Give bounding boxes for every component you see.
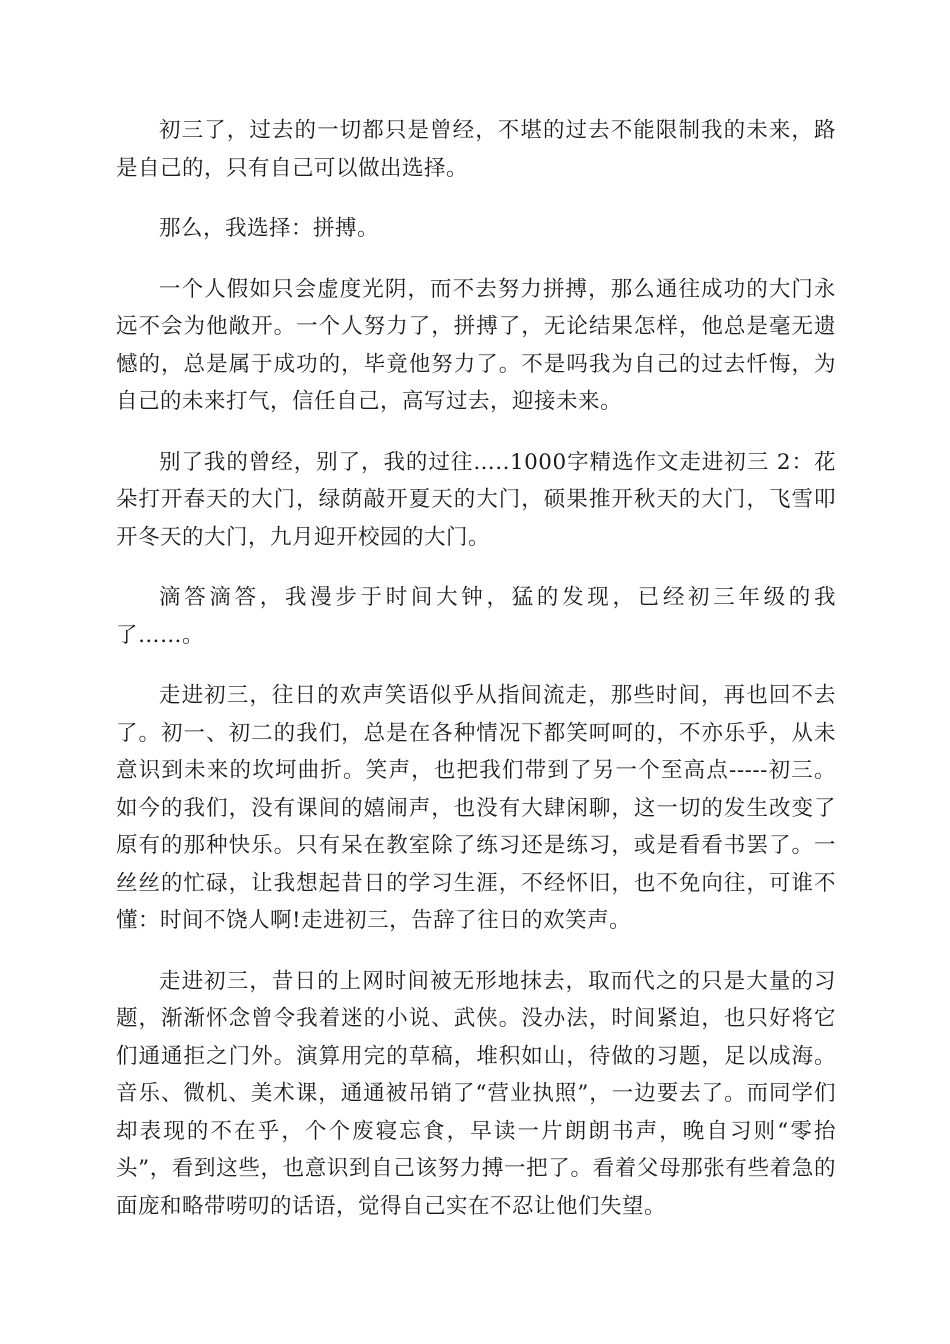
paragraph-2: 那么，我选择：拼搏。 — [159, 216, 380, 241]
paragraph-5: 滴答滴答，我漫步于时间大钟，猛的发现，已经初三年级的我了……。 — [116, 585, 836, 648]
paragraph-4: 别了我的曾经，别了，我的过往…..1000字精选作文走进初三 2：花朵打开春天的大门，绿荫敲开夏天的大门，硕果推开秋天的大门，飞雪叩开冬天的大门，九月迎开校园的大门。 — [116, 449, 836, 550]
essay-body — [116, 112, 836, 1248]
paragraph-3: 一个人假如只会虚度光阴，而不去努力拼搏，那么通往成功的大门永远不会为他敞开。一个人努力了，拼搏了，无论结果怎样，他总是毫无遗憾的，总是属于成功的，毕竟他努力了。不是吗我为自己的过去忏悔，为自己的未来打气，信任自己，高写过去，迎接未来。 — [116, 276, 836, 414]
paragraph-7: 走进初三，昔日的上网时间被无形地抹去，取而代之的只是大量的习题，渐渐怀念曾令我着迷的小说、武侠。没办法，时间紧迫，也只好将它们通通拒之门外。演算用完的草稿，堆积如山，待做的习题，足以成海。音乐、微机、美术课，通通被吊销了“营业执照”，一边要去了。而同学们却表现的不在乎，个个废寝忘食，早读一片朗朗书声，晚自习则“零抬头”，看到这些，也意识到自己该努力搏一把了。看着父母那张有些着急的面庞和略带唠叨的话语，觉得自己实在不忍让他们失望。 — [116, 968, 836, 1219]
paragraph-6: 走进初三，往日的欢声笑语似乎从指间流走，那些时间，再也回不去了。初一、初二的我们，总是在各种情况下都笑呵呵的，不亦乐乎，从未意识到未来的坎坷曲折。笑声，也把我们带到了另一个至高点-----初三。如今的我们，没有课间的嬉闹声，也没有大肆闲聊，这一切的发生改变了原有的那种快乐。只有呆在教室除了练习还是练习，或是看看书罢了。一丝丝的忙碌，让我想起昔日的学习生涯，不经怀旧，也不免向往，可谁不懂：时间不饶人啊!走进初三，告辞了往日的欢笑声。 — [116, 683, 836, 933]
paragraph-1: 初三了，过去的一切都只是曾经，不堪的过去不能限制我的未来，路是自己的，只有自己可以做出选择。 — [116, 118, 836, 181]
